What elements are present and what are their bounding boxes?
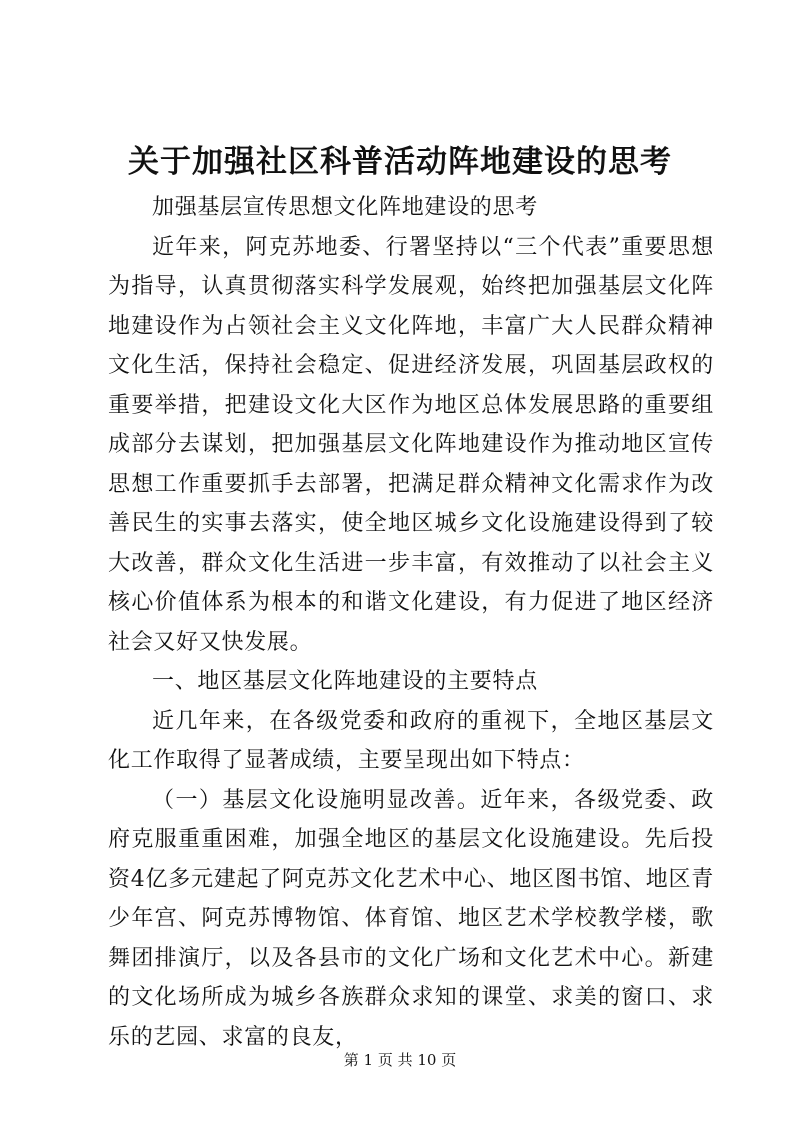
page-number-footer: 第 1 页 共 10 页 bbox=[343, 1051, 457, 1069]
document-body bbox=[108, 188, 714, 1057]
subtitle-paragraph: 加强基层宣传思想文化阵地建设的思考 bbox=[152, 195, 538, 220]
body-paragraph: 近年来，阿克苏地委、行署坚持以“三个代表”重要思想为指导，认真贯彻落实科学发展观，始终把加强基层文化阵地建设作为占领社会主义文化阵地，丰富广大人民群众精神文化生活，保持社会稳定、促进经济发展，巩固基层政权的重要举措，把建设文化大区作为地区总体发展思路的重要组成部分去谋划，把加强基层文化阵地建设作为推动地区宣传思想工作重要抓手去部署，把满足群众精神文化需求作为改善民生的实事去落实，使全地区城乡文化设施建设得到了较大改善，群众文化生活进一步丰富，有效推动了以社会主义核心价值体系为根本的和谐文化建设，有力促进了地区经济社会又好又快发展。 bbox=[108, 234, 714, 655]
body-paragraph: 近几年来，在各级党委和政府的重视下，全地区基层文化工作取得了显著成绩，主要呈现出如下特点： bbox=[108, 708, 714, 773]
body-paragraph: （一）基层文化设施明显改善。近年来，各级党委、政府克服重重困难，加强全地区的基层文化设施建设。先后投资4亿多元建起了阿克苏文化艺术中心、地区图书馆、地区青少年宫、阿克苏博物馆、体育馆、地区艺术学校教学楼，歌舞团排演厅，以及各县市的文化广场和文化艺术中心。新建的文化场所成为城乡各族群众求知的课堂、求美的窗口、求乐的艺园、求富的良友， bbox=[108, 787, 714, 1050]
document-title: 关于加强社区科普活动阵地建设的思考 bbox=[128, 144, 672, 180]
section-heading: 一、地区基层文化阵地建设的主要特点 bbox=[152, 669, 538, 694]
